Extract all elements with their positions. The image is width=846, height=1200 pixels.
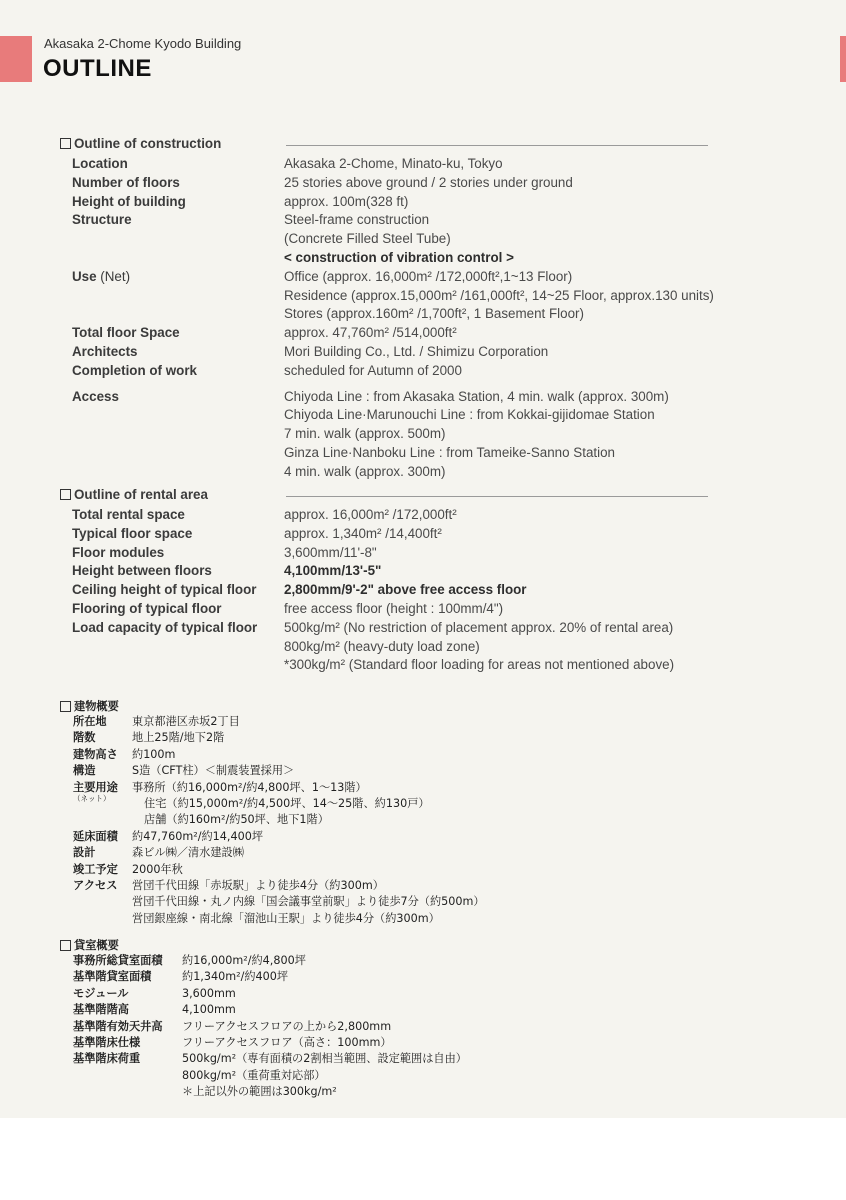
spec-value-line: 東京都港区赤坂2丁目 [132, 715, 240, 728]
spec-label [60, 506, 284, 525]
spec-value-line: 25 stories above ground / 2 stories under ground [284, 174, 573, 190]
spec-row [60, 268, 760, 324]
spec-label [60, 986, 182, 1002]
spec-values [284, 174, 760, 193]
spec-values [132, 730, 224, 746]
spec-row [60, 193, 760, 212]
spec-label [60, 829, 132, 845]
spec-value-line: approx. 1,340m² /14,400ft² [284, 525, 442, 541]
spec-value-line: 約1,340m²/約400坪 [182, 970, 289, 984]
spec-value-line: approx. 47,760m² /514,000ft² [284, 325, 457, 341]
spec-label-text: 基準階有効天井高 [73, 1019, 163, 1033]
spec-label [60, 268, 284, 324]
spec-label [60, 845, 132, 861]
spec-value-line: 7 min. walk (approx. 500m) [284, 426, 446, 442]
spec-label [60, 862, 132, 878]
spec-value-line: 2,800mm/9'-2" above free access floor [284, 582, 527, 598]
jp-rental-outline-section [60, 937, 760, 1101]
spec-values [182, 1002, 236, 1018]
spec-values [284, 268, 760, 324]
section-heading-text: Outline of rental area [74, 487, 208, 502]
spec-row [60, 986, 760, 1002]
spec-value-line: (Concrete Filled Steel Tube) [284, 231, 451, 247]
spec-row [60, 829, 760, 845]
spec-value-line: 営団銀座線・南北線「溜池山王駅」より徒歩4分（約300m） [132, 911, 440, 925]
spec-value-line: ＊上記以外の範囲は300kg/m² [182, 1085, 337, 1099]
spec-value-line: Residence (approx.15,000m² /161,000ft², 14~25 Floor, approx.130 units) [284, 287, 714, 303]
spec-values [284, 343, 760, 362]
spec-label-text: 設計 [73, 846, 96, 860]
spec-label [60, 1051, 182, 1100]
spec-value-line: 営団千代田線「赤坂駅」より徒歩4分（約300m） [132, 879, 384, 893]
checkbox-square-icon [60, 138, 71, 149]
spec-value-line: 800kg/m²（重荷重対応部） [182, 1068, 326, 1082]
section-heading [60, 487, 760, 506]
checkbox-square-icon [60, 701, 71, 712]
spec-label-text: 竣工予定 [73, 862, 118, 876]
spec-label [60, 763, 132, 779]
spec-value-line: 4 min. walk (approx. 300m) [284, 463, 446, 479]
spec-values [284, 155, 760, 174]
spec-values [284, 193, 760, 212]
spec-row [60, 362, 760, 381]
spec-value-line: free access floor (height : 100mm/4") [284, 600, 504, 616]
spec-label [60, 747, 132, 763]
spec-value-line: フリーアクセスフロア（高さ：100mm） [182, 1036, 392, 1050]
spec-label-text: Access [72, 388, 119, 404]
spec-label-text: 事務所総貸室面積 [73, 954, 163, 967]
page-bottom-margin [0, 1118, 846, 1200]
spec-label [60, 544, 284, 563]
spec-row [60, 600, 760, 619]
spec-label-text: 階数 [73, 731, 96, 745]
spec-row [60, 324, 760, 343]
spec-label-text: 基準階床仕様 [73, 1036, 141, 1050]
section-heading [60, 698, 760, 714]
spec-values [182, 953, 306, 969]
spec-row [60, 714, 760, 730]
heading-rule [286, 496, 708, 497]
page-title: OUTLINE [43, 55, 152, 82]
spec-label-text: Use [72, 268, 97, 284]
spec-value-line: 4,100mm [182, 1003, 236, 1017]
spec-label-text: 所在地 [73, 715, 107, 728]
spec-value-line: 3,600mm/11'-8" [284, 544, 377, 560]
spec-values [284, 600, 760, 619]
spec-label-text: Height between floors [72, 563, 212, 579]
spec-label [60, 730, 132, 746]
spec-label-text: Completion of work [72, 362, 197, 378]
checkbox-square-icon [60, 489, 71, 500]
spec-values [284, 506, 760, 525]
spec-values [284, 324, 760, 343]
spec-row [60, 525, 760, 544]
spec-value-line: 4,100mm/13'-5" [284, 563, 382, 579]
spec-row [60, 581, 760, 600]
spec-row [60, 388, 760, 482]
spec-value-line: 店舗（約160m²/約50坪、地下1階） [144, 813, 329, 827]
spec-row [60, 562, 760, 581]
spec-label [60, 953, 182, 969]
spec-row [60, 1019, 760, 1035]
spec-values [182, 969, 288, 985]
spec-label-text: Floor modules [72, 544, 165, 560]
spec-label-text: Height of building [72, 193, 186, 209]
building-name: Akasaka 2-Chome Kyodo Building [44, 36, 242, 51]
spec-label [60, 155, 284, 174]
spec-row [60, 878, 760, 927]
spec-values [132, 763, 294, 779]
spec-value-line: 2000年秋 [132, 862, 183, 876]
spec-value-line: Akasaka 2-Chome, Minato-ku, Tokyo [284, 156, 503, 171]
section-heading-text: 貸室概要 [74, 939, 119, 952]
spec-values [284, 544, 760, 563]
spec-values [132, 747, 175, 763]
spec-values [182, 986, 236, 1002]
spec-values [132, 714, 240, 730]
spec-value-line: S造（CFT柱）＜制震装置採用＞ [132, 764, 295, 778]
spec-value-line: 事務所（約16,000m²/約4,800坪、1～13階） [132, 780, 367, 794]
spec-row [60, 155, 760, 174]
spec-label-text: 延床面積 [73, 829, 118, 843]
spec-label-text: 主要用途 [73, 780, 118, 794]
spec-values [132, 862, 183, 878]
spec-value-line: 住宅（約15,000m²/約4,500坪、14～25階、約130戸） [144, 797, 430, 811]
spec-label [60, 193, 284, 212]
spec-row [60, 1051, 760, 1100]
spec-label-text: アクセス [73, 879, 118, 893]
spec-label [60, 562, 284, 581]
spec-row [60, 969, 760, 985]
spec-values [284, 581, 760, 600]
spec-label-text: Ceiling height of typical floor [72, 582, 257, 598]
spec-value-line: Mori Building Co., Ltd. / Shimizu Corporation [284, 343, 549, 359]
spec-label [60, 388, 284, 482]
spec-row [60, 862, 760, 878]
spec-label-text: Architects [72, 343, 138, 359]
spec-sublabel: （ネット） [73, 794, 111, 804]
spec-value-line: 3,600mm [182, 986, 236, 1000]
spec-value-line: < construction of vibration control > [284, 249, 514, 265]
spec-label-text: モジュール [73, 986, 129, 1000]
spec-value-line: 地上25階/地下2階 [132, 731, 225, 745]
spec-value-line: 営団千代田線・丸ノ内線「国会議事堂前駅」より徒歩7分（約500m） [132, 895, 485, 909]
section-heading-label [60, 487, 760, 502]
spec-value-line: 約47,760m²/約14,400坪 [132, 829, 264, 843]
spec-row [60, 211, 760, 267]
accent-tab-left [0, 36, 32, 82]
section-heading [60, 937, 760, 953]
accent-tab-right [840, 36, 846, 82]
spec-values [132, 780, 430, 829]
spec-label [60, 1035, 182, 1051]
spec-row [60, 763, 760, 779]
checkbox-square-icon [60, 940, 71, 951]
spec-row [60, 174, 760, 193]
section-heading [60, 136, 760, 155]
spec-label [60, 714, 132, 730]
spec-value-line: 約16,000m²/約4,800坪 [182, 954, 306, 967]
heading-rule [286, 145, 708, 146]
spec-values [182, 1035, 392, 1051]
spec-label [60, 211, 284, 267]
spec-label [60, 780, 132, 829]
section-heading-text: 建物概要 [74, 700, 119, 713]
spec-row [60, 747, 760, 763]
spec-label-text: Flooring of typical floor [72, 600, 222, 616]
spec-value-line: 約100m [132, 747, 176, 761]
spec-row [60, 730, 760, 746]
spec-values [284, 619, 760, 675]
spec-value-line: フリーアクセスフロアの上から2,800mm [182, 1019, 392, 1033]
spec-row [60, 544, 760, 563]
spec-values [284, 211, 760, 267]
spec-label-text: 基準階床荷重 [73, 1052, 141, 1066]
spec-label [60, 343, 284, 362]
spec-label-text: Total rental space [72, 507, 185, 522]
spec-value-line: Stores (approx.160m² /1,700ft², 1 Basement Floor) [284, 306, 584, 322]
spec-label-suffix: (Net) [96, 268, 131, 284]
spec-row [60, 845, 760, 861]
spec-values [182, 1019, 391, 1035]
spec-label-text: Number of floors [72, 174, 180, 190]
spec-label-text: Load capacity of typical floor [72, 619, 258, 635]
spec-label-text: 基準階階高 [73, 1003, 129, 1017]
spec-value-line: Ginza Line·Nanboku Line : from Tameike-Sanno Station [284, 444, 615, 460]
spec-value-line: Office (approx. 16,000m² /172,000ft²,1~13 Floor) [284, 268, 573, 284]
spec-label [60, 362, 284, 381]
spec-value-line: 500kg/m²（専有面積の2割相当範囲、設定範囲は自由） [182, 1052, 467, 1066]
spec-values [284, 562, 760, 581]
spec-values [132, 878, 485, 927]
section-heading-label [60, 136, 760, 151]
spec-value-line: approx. 100m(328 ft) [284, 193, 409, 209]
spec-label [60, 581, 284, 600]
spec-value-line: Chiyoda Line·Marunouchi Line : from Kokkai-gijidomae Station [284, 407, 655, 423]
spec-label-text: Location [72, 156, 128, 171]
spec-value-line: Steel-frame construction [284, 212, 430, 228]
section-heading-text: Outline of construction [74, 136, 222, 151]
spec-row [60, 343, 760, 362]
spec-label [60, 174, 284, 193]
spec-values [284, 525, 760, 544]
spec-value-line: 500kg/m² (No restriction of placement approx. 20% of rental area) [284, 619, 674, 635]
spec-values [284, 362, 760, 381]
spec-label [60, 969, 182, 985]
outline-rental-section [60, 487, 760, 675]
spec-value-line: *300kg/m² (Standard floor loading for areas not mentioned above) [284, 657, 675, 673]
spec-value-line: approx. 16,000m² /172,000ft² [284, 507, 457, 522]
spec-label [60, 525, 284, 544]
spec-row [60, 619, 760, 675]
spec-label [60, 600, 284, 619]
spec-label-text: 基準階貸室面積 [73, 970, 152, 984]
spec-label [60, 878, 132, 927]
jp-building-outline-section [60, 698, 760, 927]
spec-value-line: scheduled for Autumn of 2000 [284, 362, 462, 378]
spec-label [60, 324, 284, 343]
spec-value-line: Chiyoda Line : from Akasaka Station, 4 min. walk (approx. 300m) [284, 388, 669, 404]
spec-row [60, 506, 760, 525]
spec-label-text: Typical floor space [72, 525, 193, 541]
spec-label-text: 建物高さ [73, 747, 118, 761]
spec-label [60, 1019, 182, 1035]
spec-row [60, 780, 760, 829]
spec-values [182, 1051, 467, 1100]
spec-row [60, 953, 760, 969]
spec-values [132, 829, 263, 845]
spec-row [60, 1002, 760, 1018]
outline-construction-section [60, 136, 760, 482]
spec-label-text: 構造 [73, 764, 96, 778]
spec-row [60, 1035, 760, 1051]
spec-label-text: Structure [72, 212, 132, 228]
spec-label [60, 1002, 182, 1018]
spec-label [60, 619, 284, 675]
spec-value-line: 森ビル㈱／清水建設㈱ [132, 846, 244, 860]
spec-values [284, 388, 760, 482]
spec-value-line: 800kg/m² (heavy-duty load zone) [284, 638, 480, 654]
spec-label-text: Total floor Space [72, 325, 180, 341]
spec-values [132, 845, 244, 861]
